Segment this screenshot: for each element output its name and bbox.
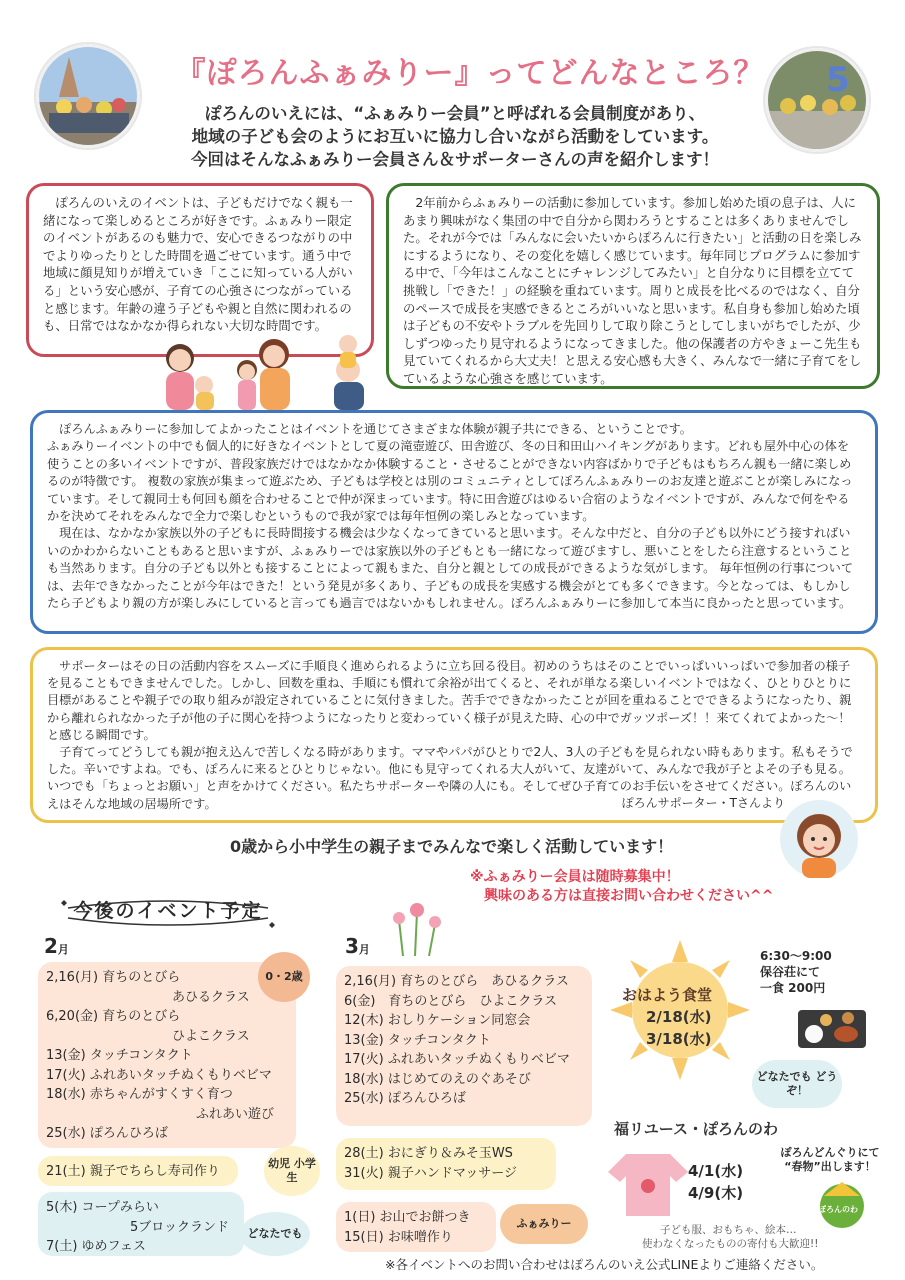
event-item: 12(木) おしりケーション同窓会 <box>344 1013 531 1028</box>
testimonial-paragraph: ぽろんふぁみりーに参加してよかったことはイベントを通じてさまざまな体験が親子共にできる、ということです。 <box>47 422 692 436</box>
ohayo-info <box>760 948 832 996</box>
page-title: 『ぽろんふぁみりー』ってどんなところ？ <box>175 56 765 91</box>
mar-schedule-kids <box>336 1138 556 1190</box>
age-tag-baby: 0・2歳 <box>258 952 310 1002</box>
event-item: 17(火) ふれあいタッチぬくもりベビマ <box>46 1067 272 1083</box>
testimonial-card-yellow <box>30 647 878 823</box>
flower-illustration <box>385 900 447 958</box>
ohayo-price: 一食 200円 <box>760 981 826 995</box>
testimonial-paragraph: サポーターはその日の活動内容をスムーズに手順良く進められるように立ち回る役目。初めのうちはそのことでいっぱいいっぱいで参加者の様子を見ることもできませんでした。しかし、回数を重ね、手順にも慣れて余裕が出てくると、それが単なる楽しいイベントではなく、ひとりひとりに目標があることや親子での取り組みが設定されていることに気付きました。苦手でできなかったことが回を重ねることでできるようになったり、親から離れられなかった子が他の子に関心を持つようになったりと変わっていく様子が見えた時、心の中でガッツポーズ！！来てくれてよかった〜！と感じる瞬間です。 <box>47 659 852 742</box>
event-item: 5ブロックランド <box>130 1219 230 1235</box>
reuse-date: 4/1(水) <box>688 1162 744 1180</box>
event-item: 31(火) 親子ハンドマッサージ <box>344 1165 518 1181</box>
testimonial-text: 2年前からふぁみりーの活動に参加しています。参加し始めた頃の息子は、人にあまり興味がなく集団の中で自分から関わろうとすることは多くありませんでした。それが今では「みんなに会いたいからぽろんに行きたい」と活動の日を楽しみにするようになり、その変化を嬉しく感じています。毎年同じプログラムに参加する中で、「今年はこんなことにチャレンジしてみたい」と自分なりに目標を立てて挑戦し「できた！」の経験を重ねています。周りと成長を比べるのではなく、自分のペースで成長を実感できるところがいいなと思います。私自身も参加し始めた頃は子どもの不安やトラブルを先回りして取り除こうとしてしまいがちでしたが、少しずつゆったり見守れるようになってきました。他の保護者の方やきょーこ先生も見ていてくれるから大丈夫！と思える安心感も大きく、みんなで一緒に子育てをしているような心強さを感じています。 <box>403 195 862 386</box>
ohayo-time: 6:30〜9:00 <box>760 949 832 963</box>
ohayo-place: 保谷荘にて <box>760 965 821 979</box>
reuse-dates <box>688 1160 743 1204</box>
event-item: ふれあい遊び <box>196 1106 275 1122</box>
mar-schedule-main <box>336 966 592 1126</box>
event-item: 13(金) タッチコンタクト <box>46 1048 193 1063</box>
event-item: 6(金) 育ちのとびら ひよこクラス <box>344 993 558 1009</box>
event-item: 2,16(月) 育ちのとびら あひるクラス <box>344 974 569 989</box>
ohayo-date: 2/18(水) <box>646 1008 712 1026</box>
reuse-note: ぽろんどんぐりにて “春物”出します！ <box>780 1146 880 1173</box>
recruit-notice <box>470 868 773 906</box>
event-item: 18(水) はじめてのえのぐあそび <box>344 1071 531 1087</box>
supporter-avatar <box>780 800 858 878</box>
event-item: あひるクラス <box>172 989 250 1005</box>
event-item: 5(木) コープみらい <box>46 1200 159 1215</box>
svg-text:5: 5 <box>826 60 850 100</box>
event-item: 28(土) おにぎり＆みそ玉WS <box>344 1146 513 1161</box>
month-unit: 月 <box>57 943 69 956</box>
recruit-line: 興味のある方は直接お問い合わせください^^ <box>484 888 774 904</box>
march-heading <box>345 934 370 958</box>
reuse-date: 4/9(木) <box>688 1184 744 1202</box>
ohayo-title: おはよう食堂 <box>622 986 713 1004</box>
feb-schedule-kids <box>38 1156 238 1186</box>
intro-line: 今回はそんなふぁみりー会員さん＆サポーターさんの声を紹介します！ <box>191 150 719 169</box>
events-title <box>58 888 278 934</box>
reuse-logo <box>812 1178 872 1230</box>
event-item: 13(金) タッチコンタクト <box>344 1032 491 1048</box>
intro-line: 地域の子ども会のようにお互いに協力し合いながら活動をしています。 <box>191 127 719 146</box>
welcome-bubble: どなたでも どうぞ！ <box>752 1060 842 1108</box>
ohayo-dates <box>646 1006 712 1050</box>
recruit-line: ※ふぁみりー会員は随時募集中！ <box>470 869 680 885</box>
event-item: 15(日) お味噌作り <box>344 1229 453 1245</box>
age-tag-kids: 幼児 小学生 <box>264 1146 320 1196</box>
event-item: ひよこクラス <box>172 1028 250 1044</box>
age-tag-anyone: どなたでも <box>240 1212 310 1256</box>
feb-schedule-baby <box>38 962 296 1148</box>
testimonial-card-blue <box>30 410 878 634</box>
event-item: 7(土) ゆめフェス <box>46 1239 146 1254</box>
testimonial-text: ぽろんのいえのイベントは、子どもだけでなく親も一緒になって楽しめるところが好きです。ふぁみりー限定のイベントがあるのも魅力で、安心できるつながりの中でよりゆったりとした時間を過ごせています。通う中で地域に顔見知りが増えていき「ここに知っている人がいる」という安心感が、子育ての心強さにつながっていると感じます。年齢の違う子どもや親と自然に関われるのも、日常ではなかなか得られない大切な時間です。 <box>43 195 353 334</box>
mar-schedule-family <box>336 1202 496 1252</box>
reuse-title: 福リユース・ぽろんのわ <box>614 1120 778 1138</box>
intro-line: ぽろんのいえには、“ふぁみりー会員”と呼ばれる会員制度があり、 <box>204 104 706 123</box>
tagline: 0歳から小中学生の親子までみんなで楽しく活動しています！ <box>230 837 674 856</box>
event-item: 25(水) ぽろんひろば <box>46 1126 168 1141</box>
reuse-items: 子ども服、おもちゃ、絵本… <box>660 1224 797 1236</box>
family-tag: ふぁみりー <box>500 1204 588 1244</box>
month-number: 2 <box>44 934 58 958</box>
events-title-text: 今後のイベント予定 <box>73 900 263 922</box>
event-item: 21(土) 親子でちらし寿司作り <box>46 1164 220 1179</box>
testimonial-card-green <box>386 183 880 389</box>
testimonial-paragraph: 子育てってどうしても親が抱え込んで苦しくなる時があります。ママやパパがひとりで2人、3人の子どもを見られない時もあります。私もそうでした。辛いですよね。でも、ぽろんに来るとひとりじゃない。他にも見守ってくれる大人がいて、友達がいて、みんなで我が子とよその子も見る。いつでも「ちょっとお願い」と声をかけてください。私たちサポーターや隣の人にも。そしてぜひ子育てのお手伝いをさせてください。ぽろんのいえはそんな地域の居場所です。 <box>47 745 853 811</box>
event-item: 1(日) お山でお餅つき <box>344 1210 471 1225</box>
event-item: 18(水) 赤ちゃんがすくすく育つ <box>46 1087 233 1102</box>
feb-schedule-anyone <box>38 1192 244 1256</box>
intro-text <box>120 102 790 171</box>
testimonial-paragraph: 現在は、なかなか家族以外の子どもに長時間接する機会は少なくなってきていると思います。そんな中だと、自分の子ども以外にどう接すればいいのかわからないこともあると思いますが、ふぁみりーでは家族以外の子どもとも一緒になって遊びますし、悪いことをしたら注意するということも当然あります。自分の子ども以外とも接することによって親もまた、自分と親としての成長ができるような気がします。 毎年恒例の行事については、去年できなかったことが今年はできた！という発見が多くあり、子どもの成長を実感する機会がとても多くできます。今となっては、もしかしたら子どもより親の方が楽しみにしていると言っても過言ではないかもしれません。ぽろんふぁみりーに参加して本当に良かったと思っています。 <box>47 526 854 611</box>
event-item: 17(火) ふれあいタッチぬくもりベビマ <box>344 1052 570 1067</box>
event-item: 2,16(月) 育ちのとびら <box>46 970 181 985</box>
meal-illustration <box>796 1000 868 1050</box>
month-number: 3 <box>345 934 359 958</box>
sweater-illustration <box>606 1148 690 1218</box>
month-unit: 月 <box>358 943 370 956</box>
supporter-signature: ぽろんサポーター・Tさんより <box>621 795 785 810</box>
footer-note: ※各イベントへのお問い合わせはぽろんのいえ公式LINEよりご連絡ください。 <box>385 1257 824 1272</box>
february-heading <box>44 934 69 958</box>
family-illustration <box>152 330 402 410</box>
ohayo-date: 3/18(水) <box>646 1030 712 1048</box>
event-item: 25(水) ぽろんひろば <box>344 1091 466 1106</box>
reuse-logo-text: ぽろんのわ <box>818 1205 858 1214</box>
testimonial-paragraph: ふぁみりーイベントの中でも個人的に好きなイベントとして夏の滝壺遊び、田舎遊び、冬の日和田山ハイキングがあります。どれも屋外中心の体を使うことの多いイベントですが、普段家族だけではなかなか体験すること・させることができない内容ばかりで子どもはもちろん親も一緒に楽しめるのが特徴です。 複数の家族が集まって遊ぶため、子どもは学校とは別のコミュニティとしてぽろんふぁみりーのお友達と遊ぶことが楽しみになっています。そして親同士も何回も顔を合わせることで仲が深まっています。特に田舎遊びはゆるい合宿のようなイベントですが、みんなで何をやるかを決めてそれをみんなで全力で楽しむというもので我が家では毎年恒例の楽しみとなっています。 <box>47 439 853 524</box>
event-item: 6,20(金) 育ちのとびら <box>46 1009 181 1024</box>
reuse-request: 使わなくなったものの寄付も大歓迎!! <box>642 1238 819 1250</box>
